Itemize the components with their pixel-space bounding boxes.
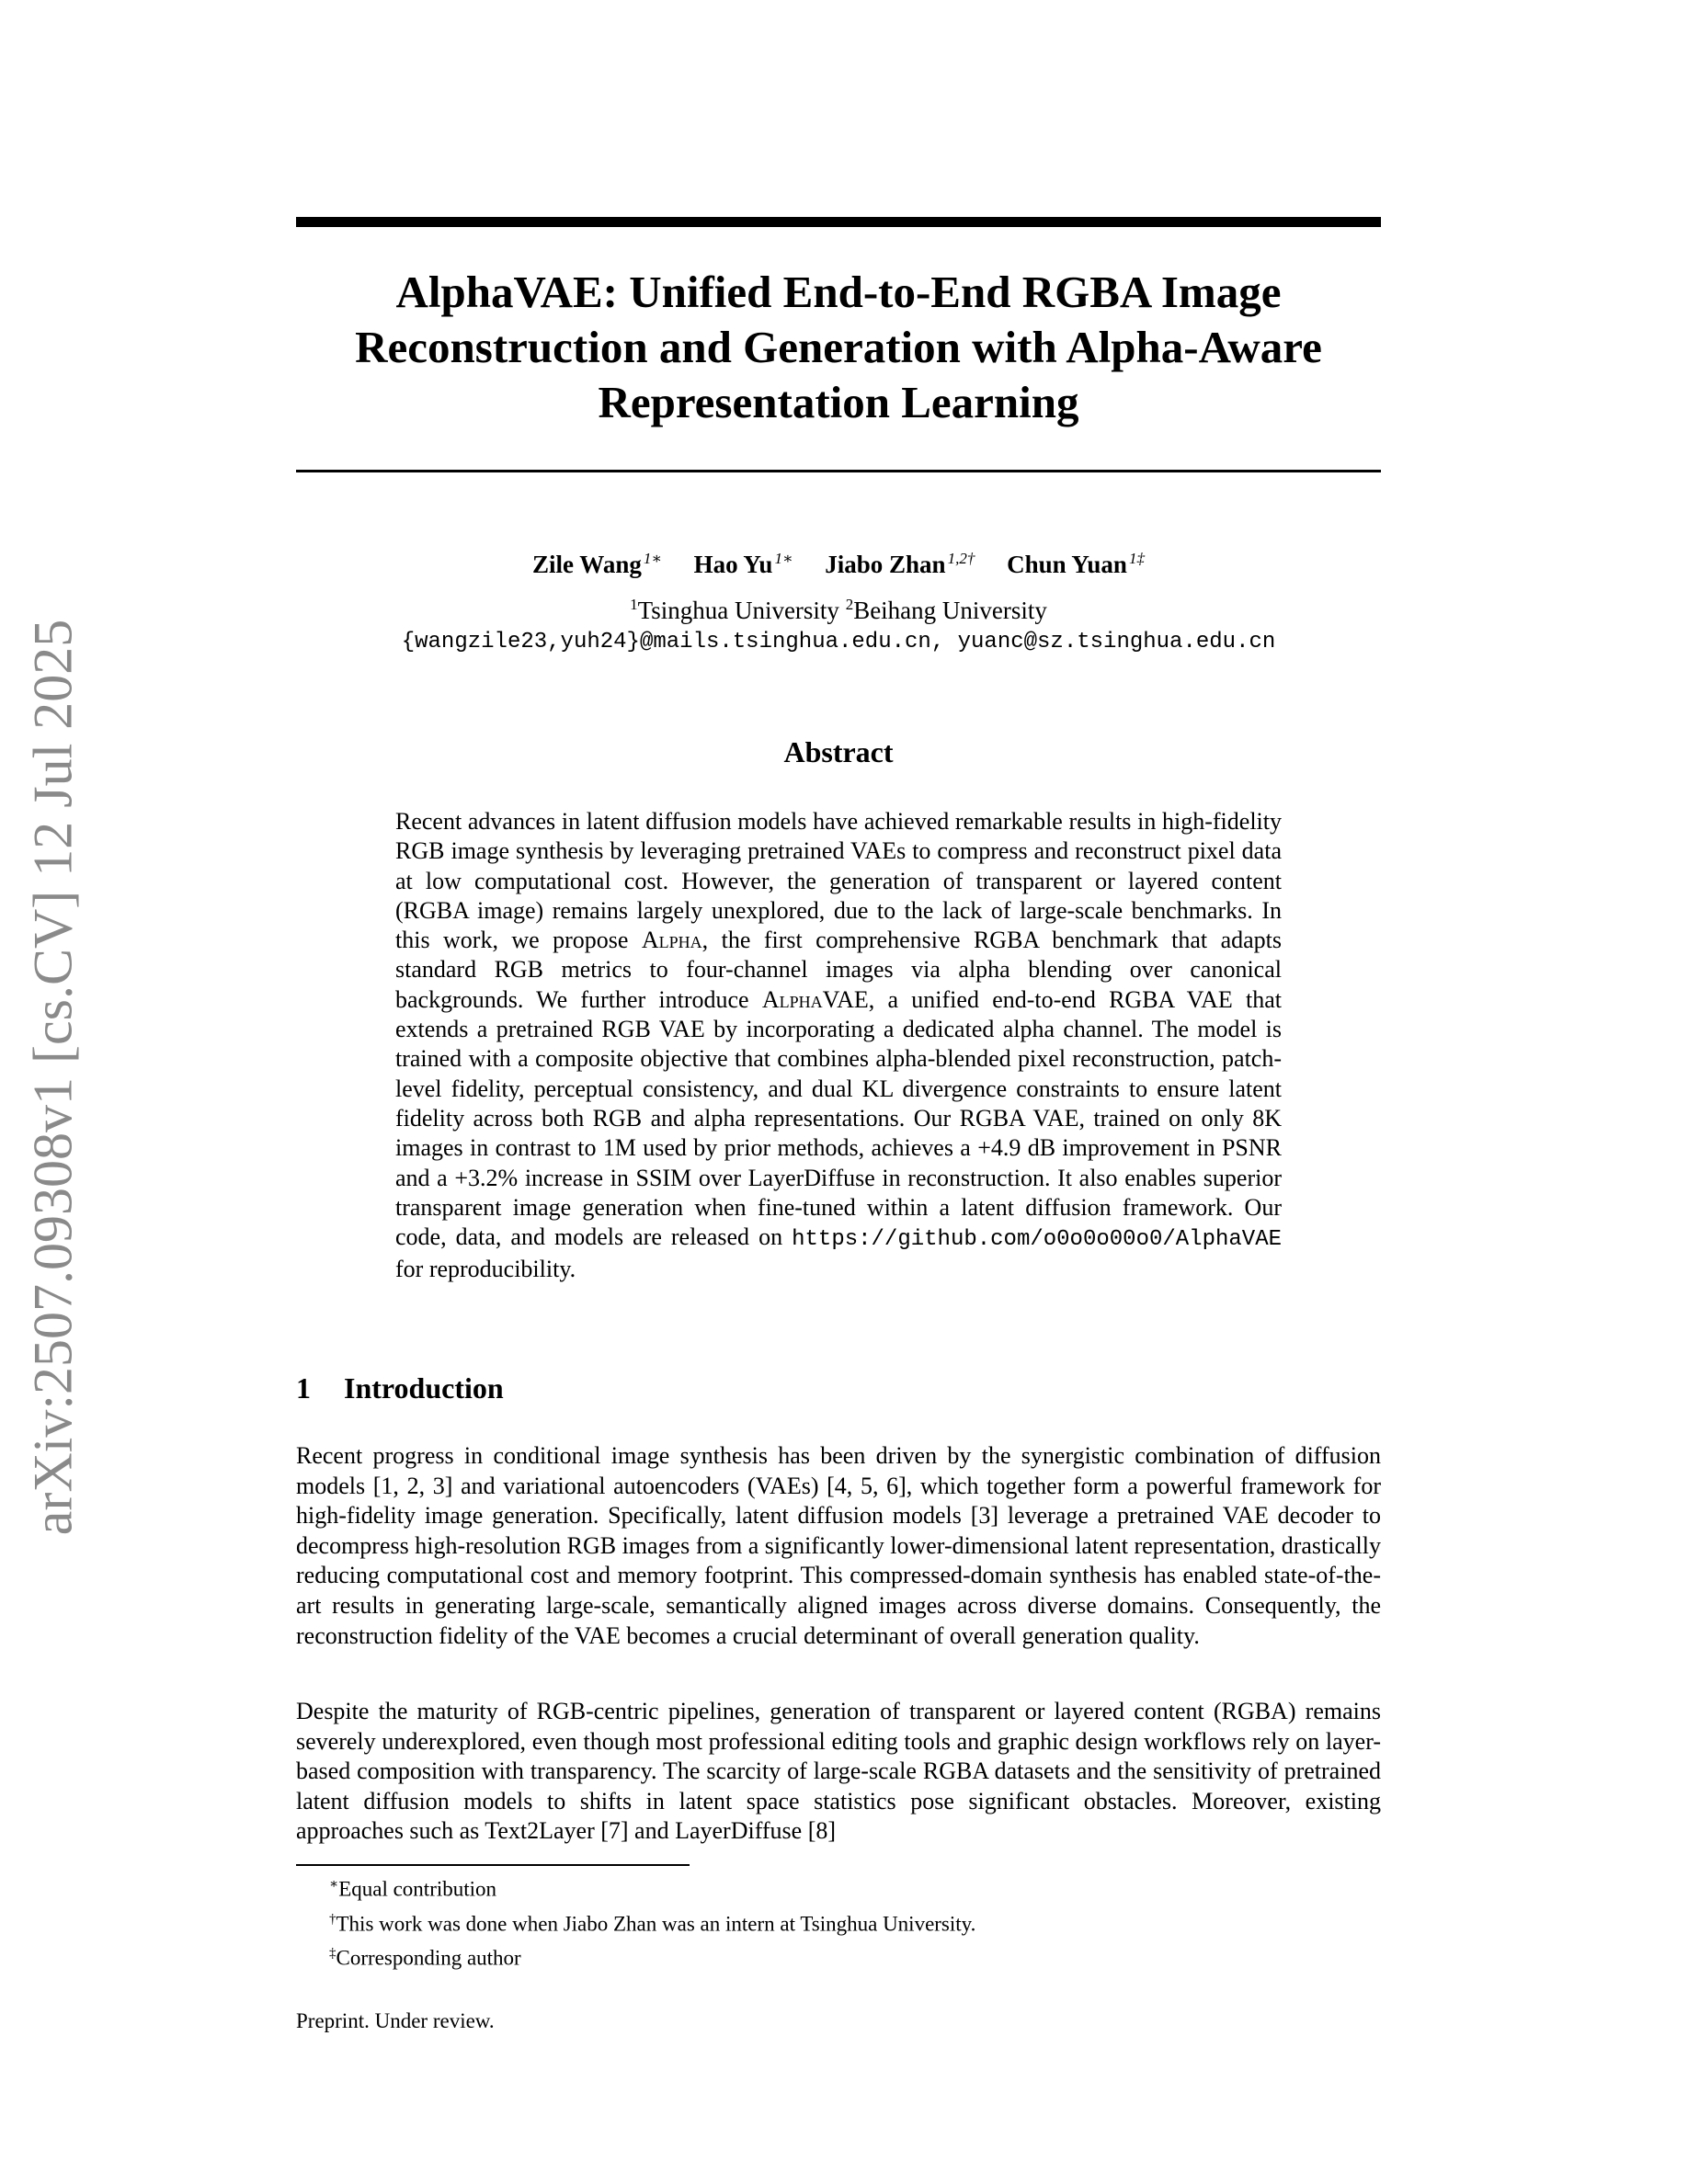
footnote-3: ‡Corresponding author (329, 1946, 521, 1970)
title-bottom-rule (296, 470, 1381, 472)
affiliation-1: Tsinghua University (637, 597, 839, 624)
section-introduction-heading: 1 Introduction (296, 1371, 504, 1405)
intro-paragraph-2: Despite the maturity of RGB-centric pipelines, generation of transparent or layered content (RGBA) remains severely underexplored, even though most professional editing tools and graphic design workflows rely on layer-based composition with transparency. The scarcity of large-scale RGBA datasets and the sensitivity of pretrained latent diffusion models to shifts in latent space statistics pose significant obstacles. Moreover, existing approaches such as Text2Layer [7] and LayerDiffuse [8] (296, 1698, 1381, 1845)
footnote-1: ∗Equal contribution (329, 1877, 497, 1901)
author-list (296, 542, 1381, 581)
abstract-text: Recent advances in latent diffusion models have achieved remarkable results in high-fidelity RGB image synthesis by leveraging pretrained VAEs to compress and reconstruct pixel data at low computational cost. However, the generation of transparent or layered content (RGBA image) remains largely unexplored, due to the lack of large-scale benchmarks. In this work, we propose Alpha, the first comprehensive RGBA benchmark that adapts standard RGB metrics to four-channel images via alpha blending over canonical backgrounds. We further introduce AlphaVAE, a unified end-to-end RGBA VAE that extends a pretrained RGB VAE by incorporating a dedicated alpha channel. The model is trained with a composite objective that combines alpha-blended pixel reconstruction, patch-level fidelity, perceptual consistency, and dual KL divergence constraints to ensure latent fidelity across both RGB and alpha representations. Our RGBA VAE, trained on only 8K images in contrast to 1M used by prior methods, achieves a +4.9 dB improvement in PSNR and a +3.2% increase in SSIM over LayerDiffuse in reconstruction. It also enables superior transparent image generation when fine-tuned within a latent diffusion framework. Our code, data, and models are released on https://github.com/o0o0o00o0/AlphaVAE for reproducibility. (395, 808, 1282, 1283)
author-4: Chun Yuan $^{1\ddagger}$ (1007, 550, 1145, 578)
code-repository-link[interactable]: https://github.com/o0o0o00o0/AlphaVAE (792, 1227, 1282, 1253)
model-name: Alpha (761, 985, 823, 1013)
arxiv-identifier: arXiv:2507.09308v1 [cs.CV] 12 Jul 2025 (22, 619, 84, 1536)
benchmark-name: Alpha (641, 927, 702, 954)
affiliations: $^1$Tsinghua University $^2$Beihang University (630, 596, 1047, 624)
author-3: Jiabo Zhan $^{1,2\dagger}$ (825, 550, 975, 578)
author-2: Hao Yu $^{1∗}$ (693, 550, 793, 578)
abstract-heading: Abstract (783, 735, 894, 768)
author-emails: {wangzile23,yuh24}@mails.tsinghua.edu.cn, yuanc@sz.tsinghua.edu.cn (401, 630, 1276, 654)
affiliation-2: Beihang University (853, 597, 1047, 624)
footnotes (329, 1870, 1377, 1974)
title-top-rule (296, 217, 1381, 227)
footnote-rule (296, 1864, 690, 1866)
paper-title: AlphaVAE: Unified End-to-End RGBA Image Reconstruction and Generation with Alpha-Aware Representation Learning (355, 267, 1322, 427)
footnote-2: †This work was done when Jiabo Zhan was an intern at Tsinghua University. (329, 1911, 976, 1936)
author-1: Zile Wang $^{1∗}$ (532, 550, 662, 578)
preprint-note: Preprint. Under review. (296, 2009, 495, 2032)
intro-paragraph-1: Recent progress in conditional image synthesis has been driven by the synergistic combination of diffusion models [1, 2, 3] and variational autoencoders (VAEs) [4, 5, 6], which together form a powerful framework for high-fidelity image generation. Specifically, latent diffusion models [3] leverage a pretrained VAE decoder to decompress high-resolution RGB images from a significantly lower-dimensional latent representation, drastically reducing computational cost and memory footprint. This compressed-domain synthesis has enabled state-of-the-art results in generating large-scale, semantically aligned images across diverse domains. Consequently, the reconstruction fidelity of the VAE becomes a crucial determinant of overall generation quality. (296, 1442, 1382, 1649)
